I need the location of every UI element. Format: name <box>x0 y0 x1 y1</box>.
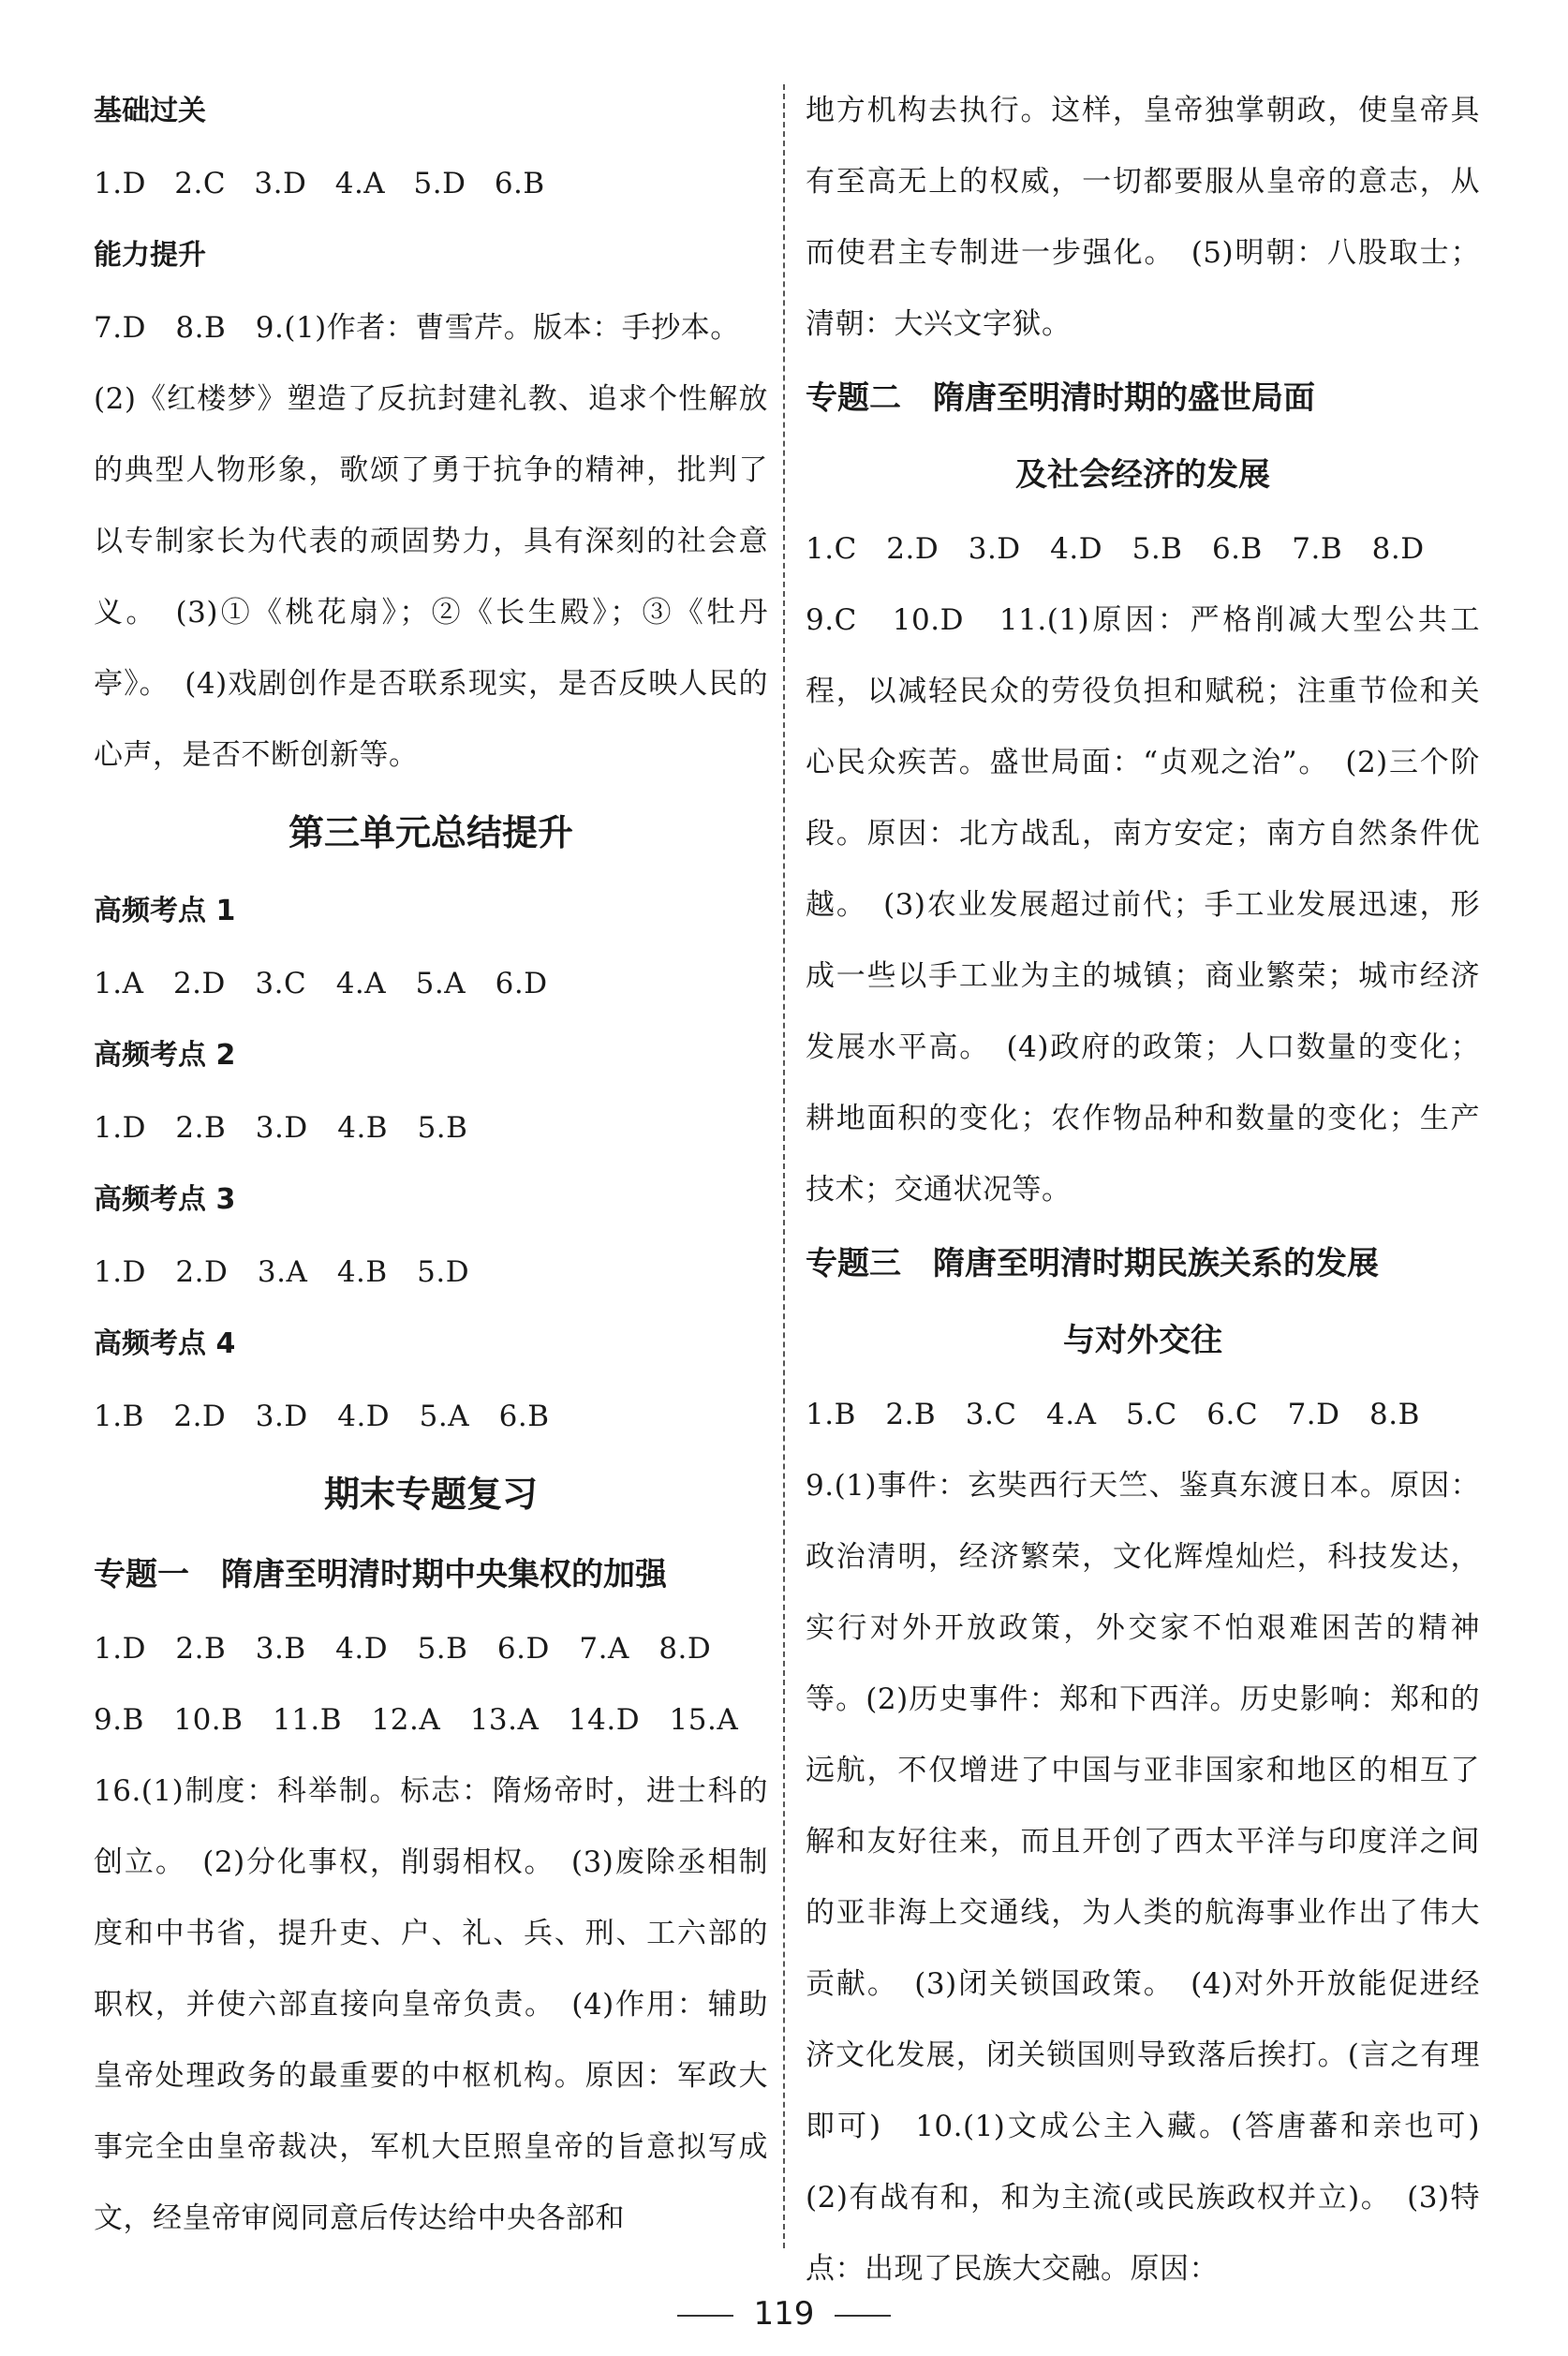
topic3-text: 9.(1)事件：玄奘西行天竺、鉴真东渡日本。原因：政治清明，经济繁荣，文化辉煌灿烂，科技发达，实行对外开放政策，外交家不怕艰难困苦的精神等。(2)历史事件：郑和下西洋。历史影响：郑和的远航，不仅增进了中国与亚非国家和地区的相互了解和友好往来，而且开创了西太平洋与印度洋之间的亚非海上交通线，为人类的航海事业作出了伟大贡献。 (3)闭关锁国政策。 (4)对外开放能促进经济文化发展，闭关锁国则导致落后挨打。(言之有理即可) 10.(1)文成公主入藏。(答唐蕃和亲也可) (2)有战有和，和为主流(或民族政权并立)。 (3)特点：出现了民族大交融。原因： <box>806 1469 1510 2286</box>
page-footer <box>0 2295 1568 2333</box>
topic1-title: 专题一 隋唐至明清时期中央集权的加强 <box>94 1556 667 1593</box>
topic3-title-line-2: 与对外交往 <box>1063 1322 1222 1359</box>
gaopin-answers-2: 1.D 2.B 3.D 4.B 5.B <box>94 1111 468 1145</box>
right-column <box>806 75 1510 2304</box>
gaopin-label-1: 高频考点 1 <box>94 895 236 927</box>
footer-dash-right <box>835 2315 891 2317</box>
left-column <box>94 75 768 2254</box>
gaopin-label-4: 高频考点 4 <box>94 1327 236 1360</box>
footer-dash-left <box>677 2315 733 2317</box>
topic1-continued-text: 地方机构去执行。这样，皇帝独掌朝政，使皇帝具有至高无上的权威，一切都要服从皇帝的意志，从而使君主专制进一步强化。 (5)明朝：八股取士；清朝：大兴文字狱。 <box>806 94 1480 341</box>
topic1-answers-1: 1.D 2.B 3.B 4.D 5.B 6.D 7.A 8.D <box>94 1632 712 1666</box>
gaopin-label-3: 高频考点 3 <box>94 1183 236 1216</box>
topic2-title-line-1: 专题二 隋唐至明清时期的盛世局面 <box>806 379 1315 417</box>
section-label-jichu: 基础过关 <box>94 95 206 127</box>
topic2-answers: 1.C 2.D 3.D 4.D 5.B 6.B 7.B 8.D <box>806 532 1425 566</box>
column-divider <box>783 84 785 2248</box>
topic2-text: 9.C 10.D 11.(1)原因：严格削减大型公共工程，以减轻民众的劳役负担和赋税；注重节俭和关心民众疾苦。盛世局面：“贞观之治”。 (2)三个阶段。原因：北方战乱，南方安定；南方自然条件优越。 (3)农业发展超过前代；手工业发展迅速，形成一些以手工业为主的城镇；商业繁荣；城市经济发展水平高。 (4)政府的政策；人口数量的变化；耕地面积的变化；农作物品种和数量的变化；生产技术；交通状况等。 <box>806 603 1480 1207</box>
answers-nengli-line-1: 7.D 8.B 9.(1)作者：曹雪芹。版本：手抄本。 <box>94 311 740 345</box>
topic2-title-line-2: 及社会经济的发展 <box>1015 456 1270 494</box>
gaopin-answers-1: 1.A 2.D 3.C 4.A 5.A 6.D <box>94 967 548 1000</box>
answers-jichu: 1.D 2.C 3.D 4.A 5.D 6.B <box>94 167 545 200</box>
page-number: 119 <box>753 2295 815 2333</box>
topic1-answers-2: 9.B 10.B 11.B 12.A 13.A 14.D 15.A <box>94 1703 739 1737</box>
section-label-nengli: 能力提升 <box>94 239 206 272</box>
topic3-title-line-1: 专题三 隋唐至明清时期民族关系的发展 <box>806 1245 1379 1282</box>
gaopin-label-2: 高频考点 2 <box>94 1039 236 1072</box>
topic3-answers: 1.B 2.B 3.C 4.A 5.C 6.C 7.D 8.B <box>806 1398 1420 1431</box>
answers-nengli-text: (2)《红楼梦》塑造了反抗封建礼教、追求个性解放的典型人物形象，歌颂了勇于抗争的精神，批判了以专制家长为代表的顽固势力，具有深刻的社会意义。 (3)①《桃花扇》；②《长生殿》；③《牡丹亭》。 (4)戏剧创作是否联系现实，是否反映人民的心声，是否不断创新等。 <box>94 382 768 772</box>
final-review-title: 期末专题复习 <box>323 1474 538 1515</box>
gaopin-answers-4: 1.B 2.D 3.D 4.D 5.A 6.B <box>94 1400 550 1433</box>
topic1-text: 16.(1)制度：科举制。标志：隋炀帝时，进士科的创立。 (2)分化事权，削弱相权。 (3)废除丞相制度和中书省，提升吏、户、礼、兵、刑、工六部的职权，并使六部直接向皇帝负责。 (4)作用：辅助皇帝处理政务的最重要的中枢机构。原因：军政大事完全由皇帝裁决，军机大臣照皇帝的旨意拟写成文，经皇帝审阅同意后传达给中央各部和 <box>94 1774 768 2235</box>
gaopin-answers-3: 1.D 2.D 3.A 4.B 5.D <box>94 1255 470 1289</box>
unit3-title: 第三单元总结提升 <box>288 812 573 853</box>
